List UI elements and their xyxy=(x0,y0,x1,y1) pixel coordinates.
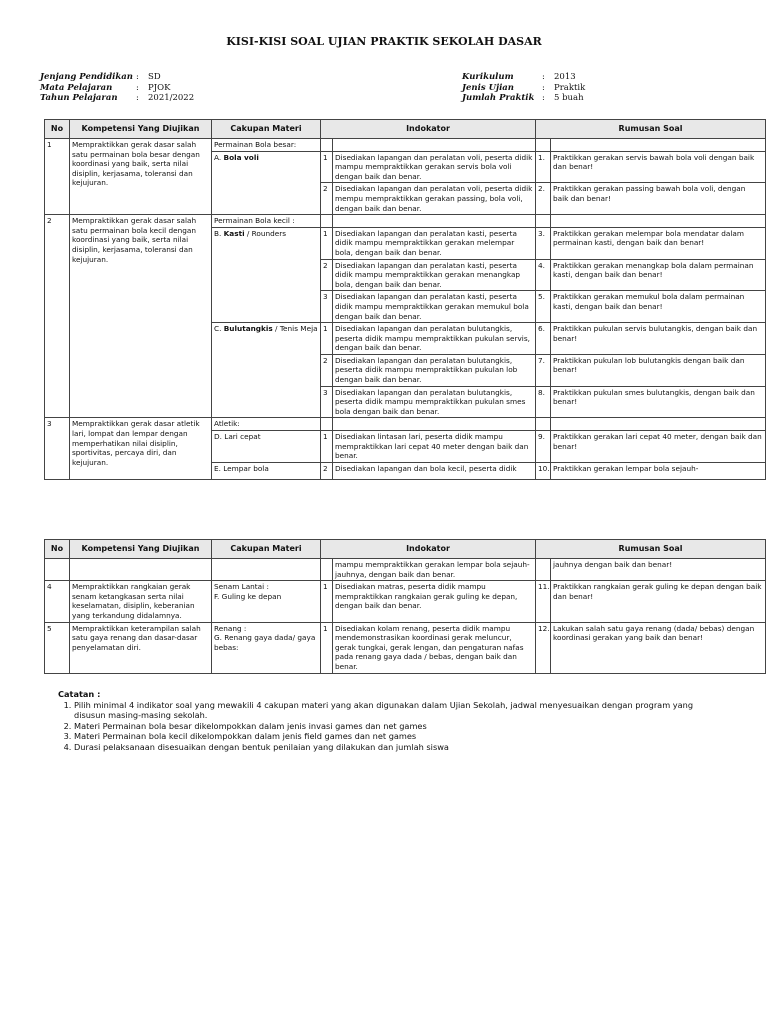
soal-no: 8. xyxy=(536,386,551,418)
row-no: 3 xyxy=(45,418,70,479)
materi-cell: Senam Lantai : F. Guling ke depan xyxy=(212,581,321,622)
indicator-no: 3 xyxy=(321,386,333,418)
soal-no: 5. xyxy=(536,291,551,323)
indicator-text: Disediakan lapangan dan peralatan voli, peserta didik mempu mempraktikkan gerakan passing, bola voli, dengan baik dan benar. xyxy=(333,183,536,215)
materi-group-label: Permainan Bola besar: xyxy=(212,139,321,152)
indicator-text: Disediakan lapangan dan peralatan kasti, peserta didik mampu mempraktikkan gerakan memukul bola dengan baik dan benar. xyxy=(333,291,536,323)
note-item: 1. Pilih minimal 4 indikator soal yang mewakili 4 cakupan materi yang akan digunakan dalam Ujian Sekolah, jadwal menyesuaikan dengan program yang disusun masing-masing sekolah. xyxy=(74,700,718,721)
indicator-no: 2 xyxy=(321,259,333,291)
header-no: No xyxy=(45,120,70,139)
soal-no: 1. xyxy=(536,151,551,183)
indicator-no: 1 xyxy=(321,622,333,673)
header-kompetensi: Kompetensi Yang Diujikan xyxy=(70,540,212,559)
kompetensi-cell: Mempraktikkan gerak dasar salah satu permainan bola besar dengan koordinasi yang baik, serta nilai disiplin, kerjasama, toleransi dan kejujuran. xyxy=(70,139,212,215)
materi-cell: A. Bola voli xyxy=(212,151,321,215)
notes-section xyxy=(58,689,718,752)
indicator-text: Disediakan lapangan dan peralatan voli, peserta didik mampu mempraktikkan gerakan servis bola voli dengan baik dan benar. xyxy=(333,151,536,183)
soal-no: 6. xyxy=(536,323,551,355)
soal-text: Praktikkan gerakan servis bawah bola voli dengan baik dan benar! xyxy=(551,151,766,183)
indicator-text: Disediakan lintasan lari, peserta didik mampu mempraktikkan lari cepat 40 meter dengan baik dan benar. xyxy=(333,431,536,463)
table-row xyxy=(45,559,766,581)
soal-no: 4. xyxy=(536,259,551,291)
meta-value: SD xyxy=(148,72,161,82)
soal-no: 2. xyxy=(536,183,551,215)
header-rumusan: Rumusan Soal xyxy=(536,120,766,139)
materi-cell: C. Bulutangkis / Tenis Meja xyxy=(212,323,321,418)
table-row xyxy=(45,418,766,431)
indicator-text: mampu mempraktikkan gerakan lempar bola sejauh-jauhnya, dengan baik dan benar. xyxy=(333,559,536,581)
materi-cell: E. Lempar bola xyxy=(212,462,321,479)
indicator-no: 1 xyxy=(321,323,333,355)
indicator-no: 1 xyxy=(321,227,333,259)
soal-text: Lakukan salah satu gaya renang (dada/ bebas) dengan koordinasi gerakan yang baik dan benar! xyxy=(551,622,766,673)
materi-cell: D. Lari cepat xyxy=(212,431,321,463)
meta-value: Praktik xyxy=(554,82,586,93)
soal-no: 7. xyxy=(536,354,551,386)
table-header-row xyxy=(45,120,766,139)
indicator-no: 3 xyxy=(321,291,333,323)
meta-label: Tahun Pelajaran xyxy=(40,93,118,103)
meta-left: Jenjang Pendidikan : SD Mata Pelajaran : PJOK Tahun Pelajaran : 2021/2022 xyxy=(40,72,195,103)
meta-label: Mata Pelajaran xyxy=(40,82,113,93)
indicator-no: 2 xyxy=(321,462,333,479)
header-kompetensi: Kompetensi Yang Diujikan xyxy=(70,120,212,139)
soal-text: Praktikkan gerakan menangkap bola dalam permainan kasti, dengan baik dan benar! xyxy=(551,259,766,291)
soal-text: Praktikkan gerakan memukul bola dalam permainan kasti, dengan baik dan benar! xyxy=(551,291,766,323)
notes-title: Catatan : xyxy=(58,689,101,699)
soal-no: 11. xyxy=(536,581,551,622)
soal-text: Praktikkan gerakan passing bawah bola voli, dengan baik dan benar! xyxy=(551,183,766,215)
indicator-text: Disediakan matras, peserta didik mampu mempraktikkan rangkaian gerak guling ke depan, dengan baik dan benar. xyxy=(333,581,536,622)
materi-group-label: Atletik: xyxy=(212,418,321,431)
table-header-row xyxy=(45,540,766,559)
soal-text: jauhnya dengan baik dan benar! xyxy=(551,559,766,581)
note-item: 4. Durasi pelaksanaan disesuaikan dengan bentuk penilaian yang dilakukan dan jumlah siswa xyxy=(74,742,718,753)
soal-text: Praktikkan rangkaian gerak guling ke depan dengan baik dan benar! xyxy=(551,581,766,622)
indicator-text: Disediakan lapangan dan peralatan kasti, peserta didik mampu mempraktikkan gerakan melempar bola, dengan baik dan benar. xyxy=(333,227,536,259)
soal-no: 10. xyxy=(536,462,551,479)
soal-text: Praktikkan pukulan servis bulutangkis, dengan baik dan benar! xyxy=(551,323,766,355)
indicator-text: Disediakan lapangan dan bola kecil, peserta didik xyxy=(333,462,536,479)
soal-text: Praktikkan gerakan melempar bola mendatar dalam permainan kasti, dengan baik dan benar! xyxy=(551,227,766,259)
indicator-no: 1 xyxy=(321,581,333,622)
indicator-text: Disediakan lapangan dan peralatan kasti, peserta didik mampu mempraktikkan gerakan menangkap bola, dengan baik dan benar. xyxy=(333,259,536,291)
kisi-table-1 xyxy=(44,119,766,480)
indicator-no: 2 xyxy=(321,183,333,215)
document-title: KISI-KISI SOAL UJIAN PRAKTIK SEKOLAH DASAR xyxy=(226,35,542,48)
meta-value: 5 buah xyxy=(554,93,584,103)
soal-text: Praktikkan pukulan lob bulutangkis dengan baik dan benar! xyxy=(551,354,766,386)
meta-value: 2021/2022 xyxy=(148,93,195,103)
note-item: 2. Materi Permainan bola besar dikelompokkan dalam jenis invasi games dan net games xyxy=(74,721,718,732)
soal-text: Praktikkan gerakan lempar bola sejauh- xyxy=(551,462,766,479)
materi-cell: B. Kasti / Rounders xyxy=(212,227,321,322)
table-row xyxy=(45,215,766,228)
kompetensi-cell: Mempraktikkan keterampilan salah satu gaya renang dan dasar-dasar penyelamatan diri. xyxy=(70,622,212,673)
meta-label: Jumlah Praktik xyxy=(462,93,535,103)
meta-label: Jenjang Pendidikan xyxy=(40,72,133,82)
indicator-text: Disediakan kolam renang, peserta didik mampu mendemonstrasikan koordinasi gerak meluncur, gerak tungkai, gerak lengan, dan pengaturan nafas pada renang gaya dada / bebas, dengan baik dan benar. xyxy=(333,622,536,673)
header-indikator: Indokator xyxy=(321,120,536,139)
row-no: 4 xyxy=(45,581,70,622)
header-indikator: Indokator xyxy=(321,540,536,559)
table-row xyxy=(45,581,766,622)
header-cakupan: Cakupan Materi xyxy=(212,120,321,139)
soal-no: 9. xyxy=(536,431,551,463)
indicator-text: Disediakan lapangan dan peralatan bulutangkis, peserta didik mampu mempraktikkan pukulan lob dengan baik dan benar. xyxy=(333,354,536,386)
meta-label: Kurikulum xyxy=(462,72,514,82)
indicator-no: 1 xyxy=(321,151,333,183)
meta-label: Jenis Ujian xyxy=(462,82,514,93)
soal-no: 3. xyxy=(536,227,551,259)
soal-no: 12. xyxy=(536,622,551,673)
meta-right: Kurikulum : 2013 Jenis Ujian : Praktik Jumlah Praktik : 5 buah xyxy=(462,72,586,103)
soal-text: Praktikkan gerakan lari cepat 40 meter, dengan baik dan benar! xyxy=(551,431,766,463)
indicator-text: Disediakan lapangan dan peralatan bulutangkis, peserta didik mampu mempraktikkan pukulan servis, dengan baik dan benar. xyxy=(333,323,536,355)
kompetensi-cell: Mempraktikkan gerak dasar atletik lari, lompat dan lempar dengan memperhatikan nilai disiplin, sportivitas, percaya diri, dan kejujuran. xyxy=(70,418,212,479)
materi-group-label: Permainan Bola kecil : xyxy=(212,215,321,228)
indicator-no: 1 xyxy=(321,431,333,463)
row-no: 5 xyxy=(45,622,70,673)
header-rumusan: Rumusan Soal xyxy=(536,540,766,559)
meta-value: PJOK xyxy=(148,82,171,93)
table-row xyxy=(45,139,766,152)
kompetensi-cell: Mempraktikkan rangkaian gerak senam ketangkasan serta nilai keselamatan, disiplin, keberanian yang terkandung didalamnya. xyxy=(70,581,212,622)
meta-value: 2013 xyxy=(554,72,576,82)
indicator-no: 2 xyxy=(321,354,333,386)
indicator-text: Disediakan lapangan dan peralatan bulutangkis, peserta didik mampu mempraktikkan pukulan smes bola dengan baik dan benar. xyxy=(333,386,536,418)
header-no: No xyxy=(45,540,70,559)
note-item: 3. Materi Permainan bola kecil dikelompokkan dalam jenis field games dan net games xyxy=(74,731,718,742)
row-no: 1 xyxy=(45,139,70,215)
table-row xyxy=(45,622,766,673)
header-cakupan: Cakupan Materi xyxy=(212,540,321,559)
kompetensi-cell: Mempraktikkan gerak dasar salah satu permainan bola kecil dengan koordinasi yang baik, serta nilai disiplin, kerjasama, toleransi dan kejujuran. xyxy=(70,215,212,418)
row-no: 2 xyxy=(45,215,70,418)
materi-cell: Renang : G. Renang gaya dada/ gaya bebas: xyxy=(212,622,321,673)
soal-text: Praktikkan pukulan smes bulutangkis, dengan baik dan benar! xyxy=(551,386,766,418)
kisi-table-2 xyxy=(44,539,766,674)
notes-list xyxy=(58,700,718,753)
